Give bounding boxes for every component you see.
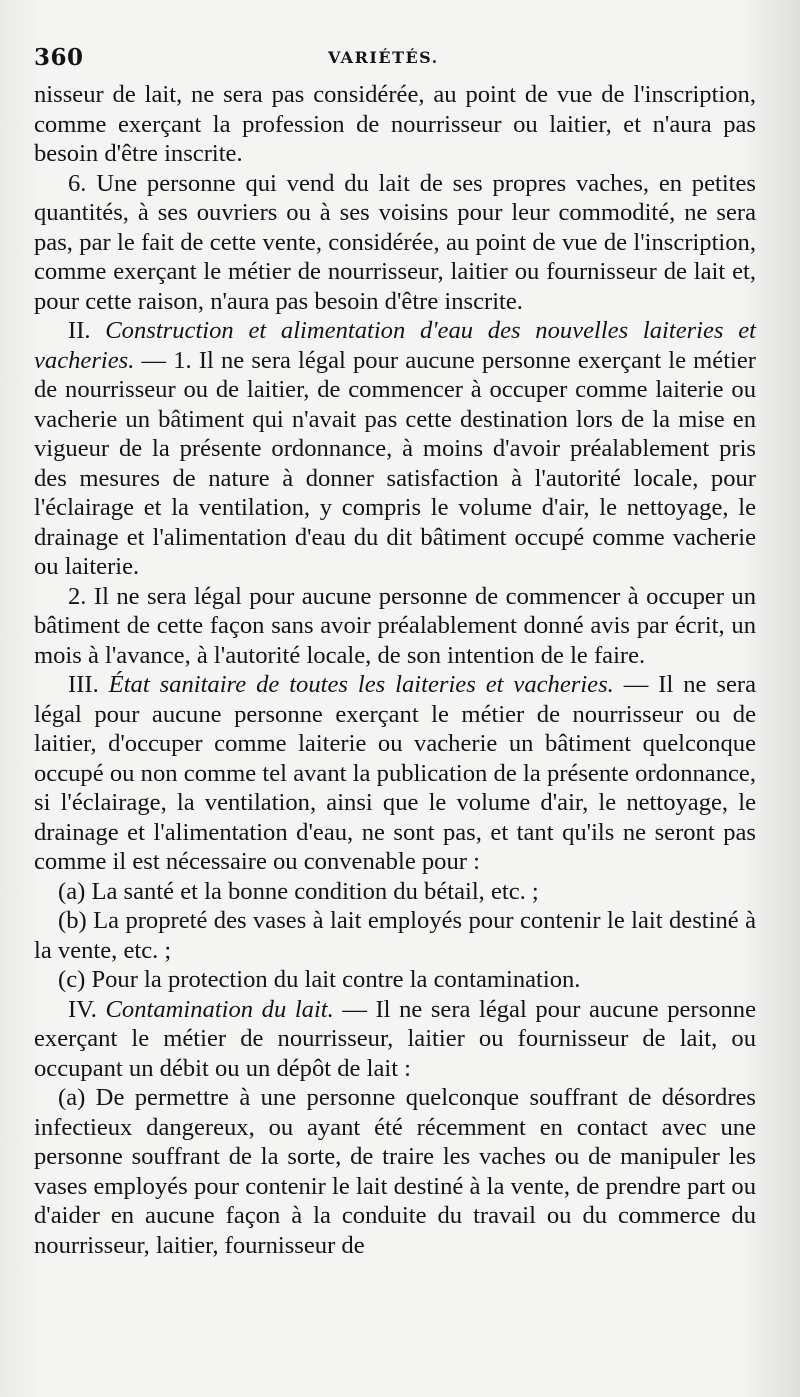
section-II-title: Construction et alimentation d'eau des nouvelles laiteries et vacheries. xyxy=(34,317,756,374)
running-head: VARIÉTÉS. xyxy=(328,48,439,67)
section-III-text: — Il ne sera légal pour aucune personne exerçant le métier de nourrisseur ou de laitier, d'occuper comme laiterie ou vacherie un bâtiment quelconque occupé ou non comme tel avant la publication de la présente ordonnance, si l'éclairage, la ventilation, ainsi que le volume d'air, le nettoyage, le drainage et l'alimentation d'eau, ne sont pas, et tant qu'ils ne seront pas comme il est nécessaire ou convenable pour : xyxy=(34,671,756,875)
paragraph-6: 6. Une personne qui vend du lait de ses propres vaches, en petites quantités, à ses ouvriers ou à ses voisins pour leur commodité, ne sera pas, par le fait de cette vente, considérée, au point de vue de l'inscription, comme exerçant le métier de nourrisseur, laitier ou fournisseur de lait et, pour cette raison, n'aura pas besoin d'être inscrite. xyxy=(34,169,756,315)
section-III-item-b: (b) La propreté des vases à lait employés pour contenir le lait destiné à la vente, etc. ; xyxy=(34,907,756,964)
section-III-title: État sanitaire de toutes les laiteries et vacheries. xyxy=(108,671,614,698)
section-III xyxy=(34,670,756,877)
section-II-paragraph-2: 2. Il ne sera légal pour aucune personne de commencer à occuper un bâtiment de cette façon sans avoir préalablement donné avis par écrit, un mois à l'avance, à l'autorité locale, de son intention de le faire. xyxy=(34,582,756,669)
section-IV-text: — Il ne sera légal pour aucune personne exerçant le métier de nourrisseur, laitier ou fournisseur de lait, ou occupant un débit ou un dépôt de lait : xyxy=(34,995,756,1082)
section-II-number: II. xyxy=(68,317,91,344)
section-II-text: — 1. Il ne sera légal pour aucune personne exerçant le métier de nourrisseur ou de laitier, de commencer à occuper comme laiterie ou vacherie un bâtiment qui n'avait pas cette destination lors de la mise en vigueur de la présente ordonnance, à moins d'avoir préalablement pris des mesures de nature à donner satisfaction à l'autorité locale, pour l'éclairage et la ventilation, y compris le volume d'air, le nettoyage, le drainage et l'alimentation d'eau du dit bâtiment occupé comme vacherie ou laiterie. xyxy=(34,346,756,580)
section-III-item-c: (c) Pour la protection du lait contre la contamination. xyxy=(58,966,581,993)
section-III-item-a: (a) La santé et la bonne condition du bétail, etc. ; xyxy=(58,877,539,905)
section-II xyxy=(34,316,756,582)
section-IV-title: Contamination du lait. xyxy=(105,995,334,1023)
page-header xyxy=(34,44,734,80)
section-IV-number: IV. xyxy=(68,995,97,1023)
section-IV xyxy=(34,995,756,1084)
page-number: 360 xyxy=(34,44,84,71)
section-III-number: III. xyxy=(68,671,99,698)
paragraph-continuation: nisseur de lait, ne sera pas considérée, au point de vue de l'inscription, comme exerçant la profession de nourrisseur ou laitier, et n'aura pas besoin d'être inscrite. xyxy=(34,81,756,167)
body-text xyxy=(34,80,756,1260)
section-IV-item-a: (a) De permettre à une personne quelconque souffrant de désordres infectieux dangereux, ou ayant été récemment en contact avec une personne souffrant de la sorte, de traire les vaches ou de manipuler les vases employés pour contenir le lait destiné à la vente, de prendre part ou d'aider en aucune façon à la conduite du travail ou du commerce du nourrisseur, laitier, fournisseur de xyxy=(34,1084,756,1259)
